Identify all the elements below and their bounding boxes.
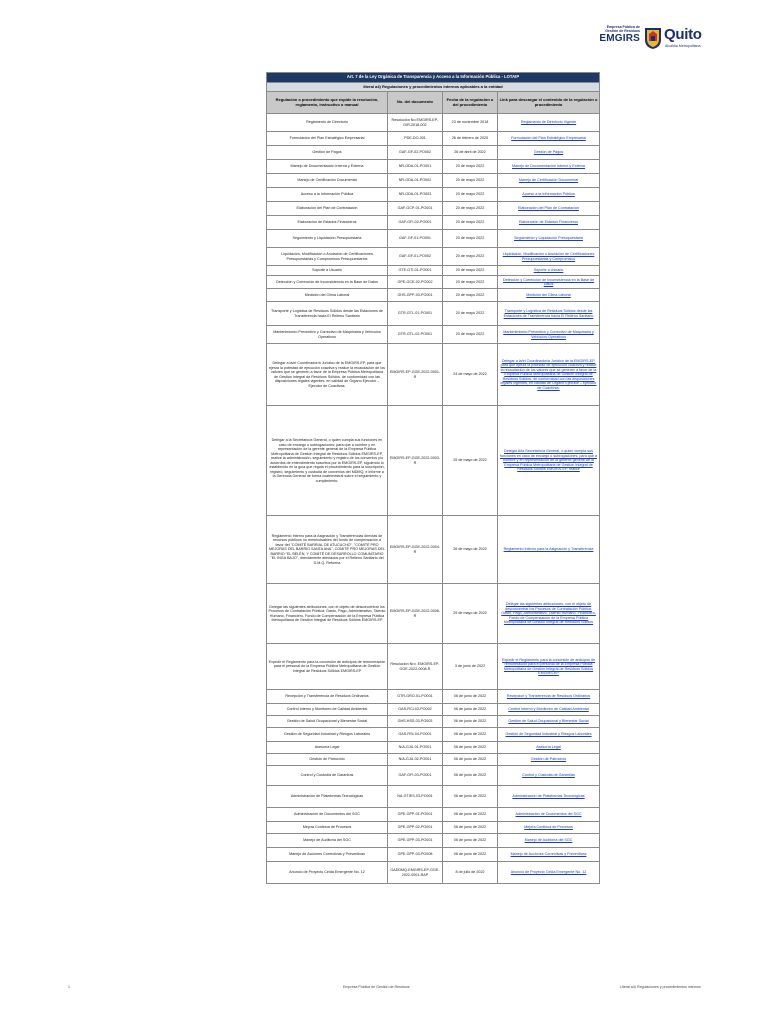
cell-download-link xyxy=(498,728,600,742)
logo-brand: EMGIRS xyxy=(599,33,640,45)
regulation-download-link[interactable]: Formulación del Plan Estratégico Empresarial xyxy=(511,136,586,141)
cell-download-link xyxy=(498,174,600,188)
table-row xyxy=(267,862,600,884)
cell-procedure: Seguimiento y Liquidación Presupuestaria xyxy=(267,230,388,248)
header-download-link: Link para descargar el contenido de la regulación o procedimiento xyxy=(498,92,600,114)
cell-date: 26 de febrero de 2020 xyxy=(443,132,498,146)
cell-date: 20 de mayo 2022 xyxy=(443,202,498,216)
table-row xyxy=(267,344,600,406)
cell-procedure: Detección y Corrección de Inconsistencia en la Base de Datos xyxy=(267,276,388,289)
regulation-download-link[interactable]: Recepción y Transferencia de Residuos Ordinarios xyxy=(506,694,591,699)
regulation-download-link[interactable]: Mantenimiento Preventivo y Correctivo de Maquinaria y Vehículos Operativos xyxy=(503,330,594,339)
cell-download-link xyxy=(498,114,600,132)
cell-document-number: Resolución No EMGIRS-EP-DIR-2018-002 xyxy=(388,114,443,132)
table-row xyxy=(267,188,600,202)
cell-procedure: Manejo de Certificación Documental xyxy=(267,174,388,188)
table-row xyxy=(267,644,600,690)
cell-download-link xyxy=(498,834,600,848)
cell-procedure: Control Interno y Monitoreo de Calidad Ambiental xyxy=(267,704,388,716)
table-body xyxy=(267,114,600,884)
regulation-download-link[interactable]: Soporte a Usuario xyxy=(533,268,564,273)
regulation-download-link[interactable]: Control y Custodia de Garantías xyxy=(522,773,575,778)
cell-date: 25 de mayo de 2022 xyxy=(443,406,498,516)
cell-download-link xyxy=(498,216,600,230)
cell-procedure: Administración de Documentos del SGC xyxy=(267,808,388,822)
table-row xyxy=(267,248,600,266)
cell-date: 20 de mayo 2022 xyxy=(443,230,498,248)
cell-procedure: Acceso a la Información Pública xyxy=(267,188,388,202)
cell-procedure: Manejo de Acciones Correctivas y Preventivas xyxy=(267,848,388,862)
cell-document-number: NR-GDA-01-PO002 xyxy=(388,174,443,188)
table-row xyxy=(267,822,600,834)
cell-date: 20 de mayo 2022 xyxy=(443,276,498,289)
cell-procedure: Gestión de Salud Ocupacional y Bienestar Social xyxy=(267,716,388,728)
regulation-download-link[interactable]: Elaboración de Estados Financieros xyxy=(518,220,579,225)
cell-date: 3 de junio de 2022 xyxy=(443,644,498,690)
cell-download-link xyxy=(498,188,600,202)
regulation-download-link[interactable]: Reglamento de Directorio Vigente xyxy=(520,120,577,125)
cell-document-number: GADDMQ-EMGIRS-EP-GGE-2022-0001-RAP xyxy=(388,862,443,884)
cell-download-link xyxy=(498,202,600,216)
table-row xyxy=(267,808,600,822)
cell-procedure: Anuncio de Proyecto Celda Emergente No. 12 xyxy=(267,862,388,884)
emgirs-quito-logo xyxy=(592,24,702,54)
emgirs-wordmark xyxy=(592,25,640,44)
cell-download-link xyxy=(498,266,600,276)
regulation-download-link[interactable]: Mejora Continua de Procesos xyxy=(524,825,573,830)
cell-date: 20 de mayo 2022 xyxy=(443,326,498,344)
table-row xyxy=(267,302,600,326)
cell-date: 20 de mayo 2022 xyxy=(443,188,498,202)
cell-download-link xyxy=(498,808,600,822)
cell-date: 29 de mayo de 2022 xyxy=(443,584,498,644)
cell-date: 26 de abril de 2022 xyxy=(443,146,498,160)
cell-document-number: NR-GDA-01-PO001 xyxy=(388,160,443,174)
cell-procedure: Elaboración del Plan de Contratación xyxy=(267,202,388,216)
cell-date: 06 de junio de 2022 xyxy=(443,690,498,704)
cell-date: 20 de mayo 2022 xyxy=(443,266,498,276)
table-row xyxy=(267,786,600,808)
cell-procedure: Elaboración de Estados Financieros xyxy=(267,216,388,230)
cell-date: 06 de junio de 2022 xyxy=(443,848,498,862)
cell-procedure: Medición del Clima Laboral xyxy=(267,289,388,302)
table-row xyxy=(267,834,600,848)
quito-subtitle: Alcaldía Metropolitana xyxy=(665,44,701,48)
cell-date: 06 de junio de 2022 xyxy=(443,728,498,742)
cell-document-number: N/A-GJU-01-PO001 xyxy=(388,742,443,754)
cell-download-link xyxy=(498,344,600,406)
cell-date: 8 de julio de 2022 xyxy=(443,862,498,884)
cell-date: 20 de mayo 2022 xyxy=(443,216,498,230)
cell-procedure: Soporte a Usuario xyxy=(267,266,388,276)
cell-procedure: Delegar las siguientes atribuciones, con el objeto de desconcentrar los Procesos de Contratación Pública, Gasto, Pago, Administrativo, Talento Humano, Financiero, Fondo de Compensación de la Empresa Pública Metropolitana de Gestión Integral de Residuos Sólidos EMGIRS-EP xyxy=(267,584,388,644)
table-row xyxy=(267,766,600,786)
cell-document-number: GAF-GF-01-PO002 xyxy=(388,248,443,266)
regulation-download-link[interactable]: Gestión de Seguridad Industrial y Riesgos Laborales xyxy=(505,732,592,737)
regulation-download-link[interactable]: Elaboración del Plan de Contratación xyxy=(518,206,579,211)
cell-download-link xyxy=(498,516,600,584)
cell-download-link xyxy=(498,248,600,266)
cell-date: 06 de junio de 2022 xyxy=(443,786,498,808)
table-row xyxy=(267,848,600,862)
cell-download-link xyxy=(498,716,600,728)
cell-document-number: Resolución Nro. EMGIRS-EP-GGE-2022-0008-R xyxy=(388,644,443,690)
table-row xyxy=(267,716,600,728)
cell-download-link xyxy=(498,766,600,786)
cell-procedure: Transporte y Logística de Residuos Sólidos desde las Estaciones de Transferencia hacia El Relleno Sanitario xyxy=(267,302,388,326)
table-row xyxy=(267,728,600,742)
cell-procedure: Gestión de Patrocinio xyxy=(267,754,388,766)
cell-document-number: GAF-GCP-01-PO001 xyxy=(388,202,443,216)
cell-procedure: Gestión de Seguridad Industrial y Riesgos Laborales xyxy=(267,728,388,742)
regulation-download-link[interactable]: Gestión de Patrocinio xyxy=(530,757,567,762)
regulation-download-link[interactable]: Delegar A/la Secretario/a General, o quien cumpla sus funciones en caso de encargo o subrogaciones; para que a nombre y en representación de la gerente general de la Empresa Pública Metropolitana de Gestión Integral de Residuos Sólidos EMGIRS-EP, realice xyxy=(500,449,597,472)
cell-download-link xyxy=(498,230,600,248)
cell-download-link xyxy=(498,326,600,344)
regulation-download-link[interactable]: Seguimiento y Liquidación Presupuestaria xyxy=(514,236,583,241)
cell-download-link xyxy=(498,704,600,716)
regulation-download-link[interactable]: Medición del Clima Laboral xyxy=(526,292,571,297)
cell-procedure: Reglamento de Directorio xyxy=(267,114,388,132)
cell-download-link xyxy=(498,132,600,146)
cell-document-number: N/A-GJU-02-PO001 xyxy=(388,754,443,766)
regulation-download-link[interactable]: Gestión de Salud Ocupacional y Bienestar Social xyxy=(508,719,589,724)
table-row xyxy=(267,266,600,276)
cell-document-number: GPE-GPP-01-PO001 xyxy=(388,808,443,822)
cell-download-link xyxy=(498,406,600,516)
cell-date: 06 de junio de 2022 xyxy=(443,742,498,754)
cell-date: 20 de mayo 2022 xyxy=(443,160,498,174)
cell-download-link xyxy=(498,848,600,862)
cell-download-link xyxy=(498,584,600,644)
cell-document-number: GHS-GPP-03-PO001 xyxy=(388,289,443,302)
cell-date: 06 de junio de 2022 xyxy=(443,754,498,766)
cell-download-link xyxy=(498,690,600,704)
cell-procedure: Delegar a la Secretario/a General, o quien cumpla sus funciones en caso de encargo o subrogaciones; para que a nombre y en representación de la gerente general de la Empresa Pública Metropolitana de Gestión Integral de Residuos Sólidos EMGIRS-EP, realice la administración, seguimiento y registro de los convenios y/o acuerdos de entendimiento suscritos por la EMGIRS-EP, siguiendo lo establecido en la guía que regula el procedimiento para la suscripción, registro, seguimiento y custodia de convenios del MDMQ, e informe a la Gerencia General de forma cuatrimestral sobre el seguimiento y cumplimiento. xyxy=(267,406,388,516)
quito-shield-icon xyxy=(644,26,662,50)
table-row xyxy=(267,276,600,289)
cell-download-link xyxy=(498,822,600,834)
cell-procedure: Manejo de Documentación Interna y Externa xyxy=(267,160,388,174)
footer-right: Literal a4) Regulaciones y procedimientos internos xyxy=(620,985,701,989)
table-row xyxy=(267,146,600,160)
regulation-download-link[interactable]: Control Interno y Monitoreo de Calidad Ambiental xyxy=(508,707,589,712)
regulations-table-container xyxy=(266,72,599,884)
cell-date: 20 de mayo 2022 xyxy=(443,248,498,266)
cell-download-link xyxy=(498,160,600,174)
cell-document-number: GPE-GPP-03-PO001 xyxy=(388,834,443,848)
regulation-download-link[interactable]: Anuncio de Proyecto Celda Emergente No. 12 xyxy=(510,870,587,875)
cell-document-number: GPE-GPP-03-PO008 xyxy=(388,848,443,862)
table-row xyxy=(267,216,600,230)
cell-procedure: Expedir el Reglamento para la concesión de anticipos de remuneración para el personal de la Empresa Pública Metropolitana de Gestión Integral de Residuos Sólidos EMGIRS-EP xyxy=(267,644,388,690)
cell-document-number: NA-GTIES-03-PO001 xyxy=(388,786,443,808)
cell-document-number: GTR-GRO-01-PO001 xyxy=(388,690,443,704)
cell-procedure: Mantenimiento Preventivo y Correctivo de Maquinaria y Vehículos Operativos xyxy=(267,326,388,344)
table-row xyxy=(267,742,600,754)
regulation-download-link[interactable]: Delegar las siguientes atribuciones, con el objeto de desconcentrar los Procesos de Contratación Pública, Gasto, Pago, Administrativo, Talento Humano, Financiero, Fondo de Compensación de la Empresa Pública Metropolitana de Gestión Integral de Residuos Sólidos xyxy=(501,602,596,625)
cell-procedure: Recepción y Transferencia de Residuos Ordinarios xyxy=(267,690,388,704)
regulation-download-link[interactable]: Manejo de Acciones Correctivas y Preventivas xyxy=(510,852,587,857)
logo-line-2: Gestión de Residuos xyxy=(605,29,640,34)
table-row xyxy=(267,230,600,248)
cell-date: 20 de mayo 2022 xyxy=(443,289,498,302)
cell-procedure: Formulación del Plan Estratégico Empresarial xyxy=(267,132,388,146)
cell-procedure: Control y Custodia de Garantías xyxy=(267,766,388,786)
cell-download-link xyxy=(498,302,600,326)
regulation-download-link[interactable]: Administración de Plataformas Tecnológicas xyxy=(512,794,585,799)
cell-procedure: Asesoría Legal xyxy=(267,742,388,754)
table-row xyxy=(267,114,600,132)
footer-page-number: 1 xyxy=(68,985,70,989)
cell-date: 06 de junio de 2022 xyxy=(443,766,498,786)
cell-document-number: GAS-RCI-02-PO002 xyxy=(388,704,443,716)
cell-date: 06 de junio de 2022 xyxy=(443,822,498,834)
regulation-download-link[interactable]: Acceso a la Información Pública xyxy=(522,192,575,197)
cell-document-number: GAF-GFI-03-PO001 xyxy=(388,766,443,786)
cell-document-number: EMGIRS-EP-GGE-2022-0006-R xyxy=(388,584,443,644)
regulation-download-link[interactable]: Gestión de Pagos xyxy=(533,150,564,155)
table-row xyxy=(267,690,600,704)
cell-document-number: EMGIRS-EP-GGE-2022-0001-R xyxy=(388,344,443,406)
table-row xyxy=(267,174,600,188)
cell-document-number: GPE-GCE-02-PO002 xyxy=(388,276,443,289)
footer-center: Empresa Pública de Gestión de Residuos xyxy=(343,985,410,989)
regulations-table xyxy=(266,72,600,884)
regulation-download-link[interactable]: Manejo de Documentación Interna y Externa xyxy=(512,164,585,169)
cell-document-number: EMGIRS-EP-GGE-2022-0003-R xyxy=(388,406,443,516)
cell-download-link xyxy=(498,644,600,690)
cell-date: 23 de noviembre 2018 xyxy=(443,114,498,132)
cell-document-number: GTR-GTL-02-PO001 xyxy=(388,326,443,344)
table-subtitle: literal a4) Regulaciones y procedimientos internos aplicables a la entidad xyxy=(267,83,600,92)
cell-document-number: EMGIRS-EP-GGE-2022-0004-R xyxy=(388,516,443,584)
regulation-download-link[interactable]: Expedir el Reglamento para la concesión de anticipos de remuneración para el personal de la Empresa Pública Metropolitana de Gestión Integral de Residuos Sólidos EMGIRS-EP xyxy=(501,657,596,675)
cell-document-number: NR-GDA-01-PO003 xyxy=(388,188,443,202)
regulation-download-link[interactable]: Delegar a la/el Coordinador/a Jurídico de la EMGIRS-EP, para que ejerza la potestad de ejecución coactiva y realice la recaudación de los valores que se generen a favor de la Empresa Pública Metropolitana de Gestión Integral de Residuos Sólidos, de conformidad con las disposiciones legales vigentes, en calidad de Órgano Ejecutor – Ejecutor de Coactivas. xyxy=(500,358,597,390)
cell-download-link xyxy=(498,786,600,808)
regulation-download-link[interactable]: Manejo de Auditoría del SGC xyxy=(524,838,573,843)
cell-document-number: GPE-GPP-02-PO001 xyxy=(388,822,443,834)
table-row xyxy=(267,132,600,146)
quito-wordmark: Quito xyxy=(664,26,702,43)
cell-date: 24 de mayo de 2022 xyxy=(443,344,498,406)
cell-download-link xyxy=(498,289,600,302)
cell-download-link xyxy=(498,862,600,884)
cell-document-number: PDE-DO-001 xyxy=(388,132,443,146)
cell-date: 06 de junio de 2022 xyxy=(443,704,498,716)
table-row xyxy=(267,406,600,516)
regulation-download-link[interactable]: Transporte y Logística de Residuos Sólidos desde las Estaciones de Transferencia hacia El Relleno Sanitario xyxy=(503,309,594,318)
table-row xyxy=(267,160,600,174)
cell-date: 06 de junio de 2022 xyxy=(443,834,498,848)
cell-document-number: GAF-GF-01-PO001 xyxy=(388,230,443,248)
cell-document-number: GAS-RSI-04-PO001 xyxy=(388,728,443,742)
regulation-download-link[interactable]: Asesoría Legal xyxy=(536,745,561,750)
header-document-number: No. del documento xyxy=(388,92,443,114)
header-procedure: Regulación o procedimiento que expide la resolución, reglamento, instructivo o manual xyxy=(267,92,388,114)
table-row xyxy=(267,584,600,644)
cell-procedure: Delegar a la/el Coordinador/a Jurídico de la EMGIRS-EP, para que ejerza la potestad de ejecución coactiva y realice la recaudación de los valores que se generen a favor de la Empresa Pública Metropolitana de Gestión Integral de Residuos Sólidos, de conformidad con las disposiciones legales vigentes, en calidad de Órgano Ejecutor – Ejecutor de Coactivas. xyxy=(267,344,388,406)
table-row xyxy=(267,754,600,766)
regulation-download-link[interactable]: Liquidación, Modificación o Anulación de Certificaciones Presupuestarias y Compromisos xyxy=(502,252,595,261)
cell-date: 20 de mayo 2022 xyxy=(443,174,498,188)
cell-download-link xyxy=(498,146,600,160)
table-row xyxy=(267,704,600,716)
cell-procedure: Liquidación, Modificación o Anulación de Certificaciones Presupuestarias y Compromisos Presupuestarios xyxy=(267,248,388,266)
cell-date: 06 de junio de 2022 xyxy=(443,716,498,728)
cell-procedure: Manejo de Auditoría del SGC xyxy=(267,834,388,848)
cell-download-link xyxy=(498,742,600,754)
cell-document-number: GHS-HSS-03-PO003 xyxy=(388,716,443,728)
cell-date: 20 de mayo 2022 xyxy=(443,302,498,326)
logo-line-1: Empresa Pública de xyxy=(606,25,640,29)
cell-download-link xyxy=(498,276,600,289)
cell-procedure: Mejora Continua de Procesos xyxy=(267,822,388,834)
cell-download-link xyxy=(498,754,600,766)
regulation-download-link[interactable]: Manejo de Certificación Documental xyxy=(518,178,579,183)
cell-procedure: Gestión de Pagos xyxy=(267,146,388,160)
table-row xyxy=(267,516,600,584)
table-row xyxy=(267,326,600,344)
table-title: Art. 7 de la Ley Orgánica de Transparencia y Acceso a la Información Pública - LOTAIP xyxy=(267,73,600,83)
cell-document-number: GTE-GTI-01-PO001 xyxy=(388,266,443,276)
cell-document-number: GAF-GFI-02-PO001 xyxy=(388,216,443,230)
table-row xyxy=(267,202,600,216)
cell-document-number: GAF-GF-02-PO002 xyxy=(388,146,443,160)
regulation-download-link[interactable]: Reglamento Interno para la Asignación y Transferencia xyxy=(503,547,594,552)
cell-document-number: GTR-GTL-01-PO001 xyxy=(388,302,443,326)
cell-procedure: Administración de Plataformas Tecnológicas xyxy=(267,786,388,808)
cell-procedure: Reglamento Interno para la Asignación y Transferencias directas de recursos públicos no reembolsables del fondo de compensación a favor del "COMITÉ BARRIAL DE ATUCUCHO", "COMITÉ PRO MEJORAS DEL BARRIO SANTA ANA", COMITÉ PRO MEJORAS DEL BARRIO "EL BELÉN, Y COMITÉ DE DESARROLLO COMUNITARIO "EL INGA BAJO", directamente afectados por el Relleno Sanitario del D.M.Q. Reforma xyxy=(267,516,388,584)
header-date: Fecha de la regulación o del procedimiento xyxy=(443,92,498,114)
table-row xyxy=(267,289,600,302)
regulation-download-link[interactable]: Detección y Corrección de Inconsistencia en la Base de Datos xyxy=(502,277,595,286)
cell-date: 06 de junio de 2022 xyxy=(443,808,498,822)
cell-date: 26 de mayo de 2022 xyxy=(443,516,498,584)
regulation-download-link[interactable]: Administración de Documentos del SGC xyxy=(515,812,582,817)
